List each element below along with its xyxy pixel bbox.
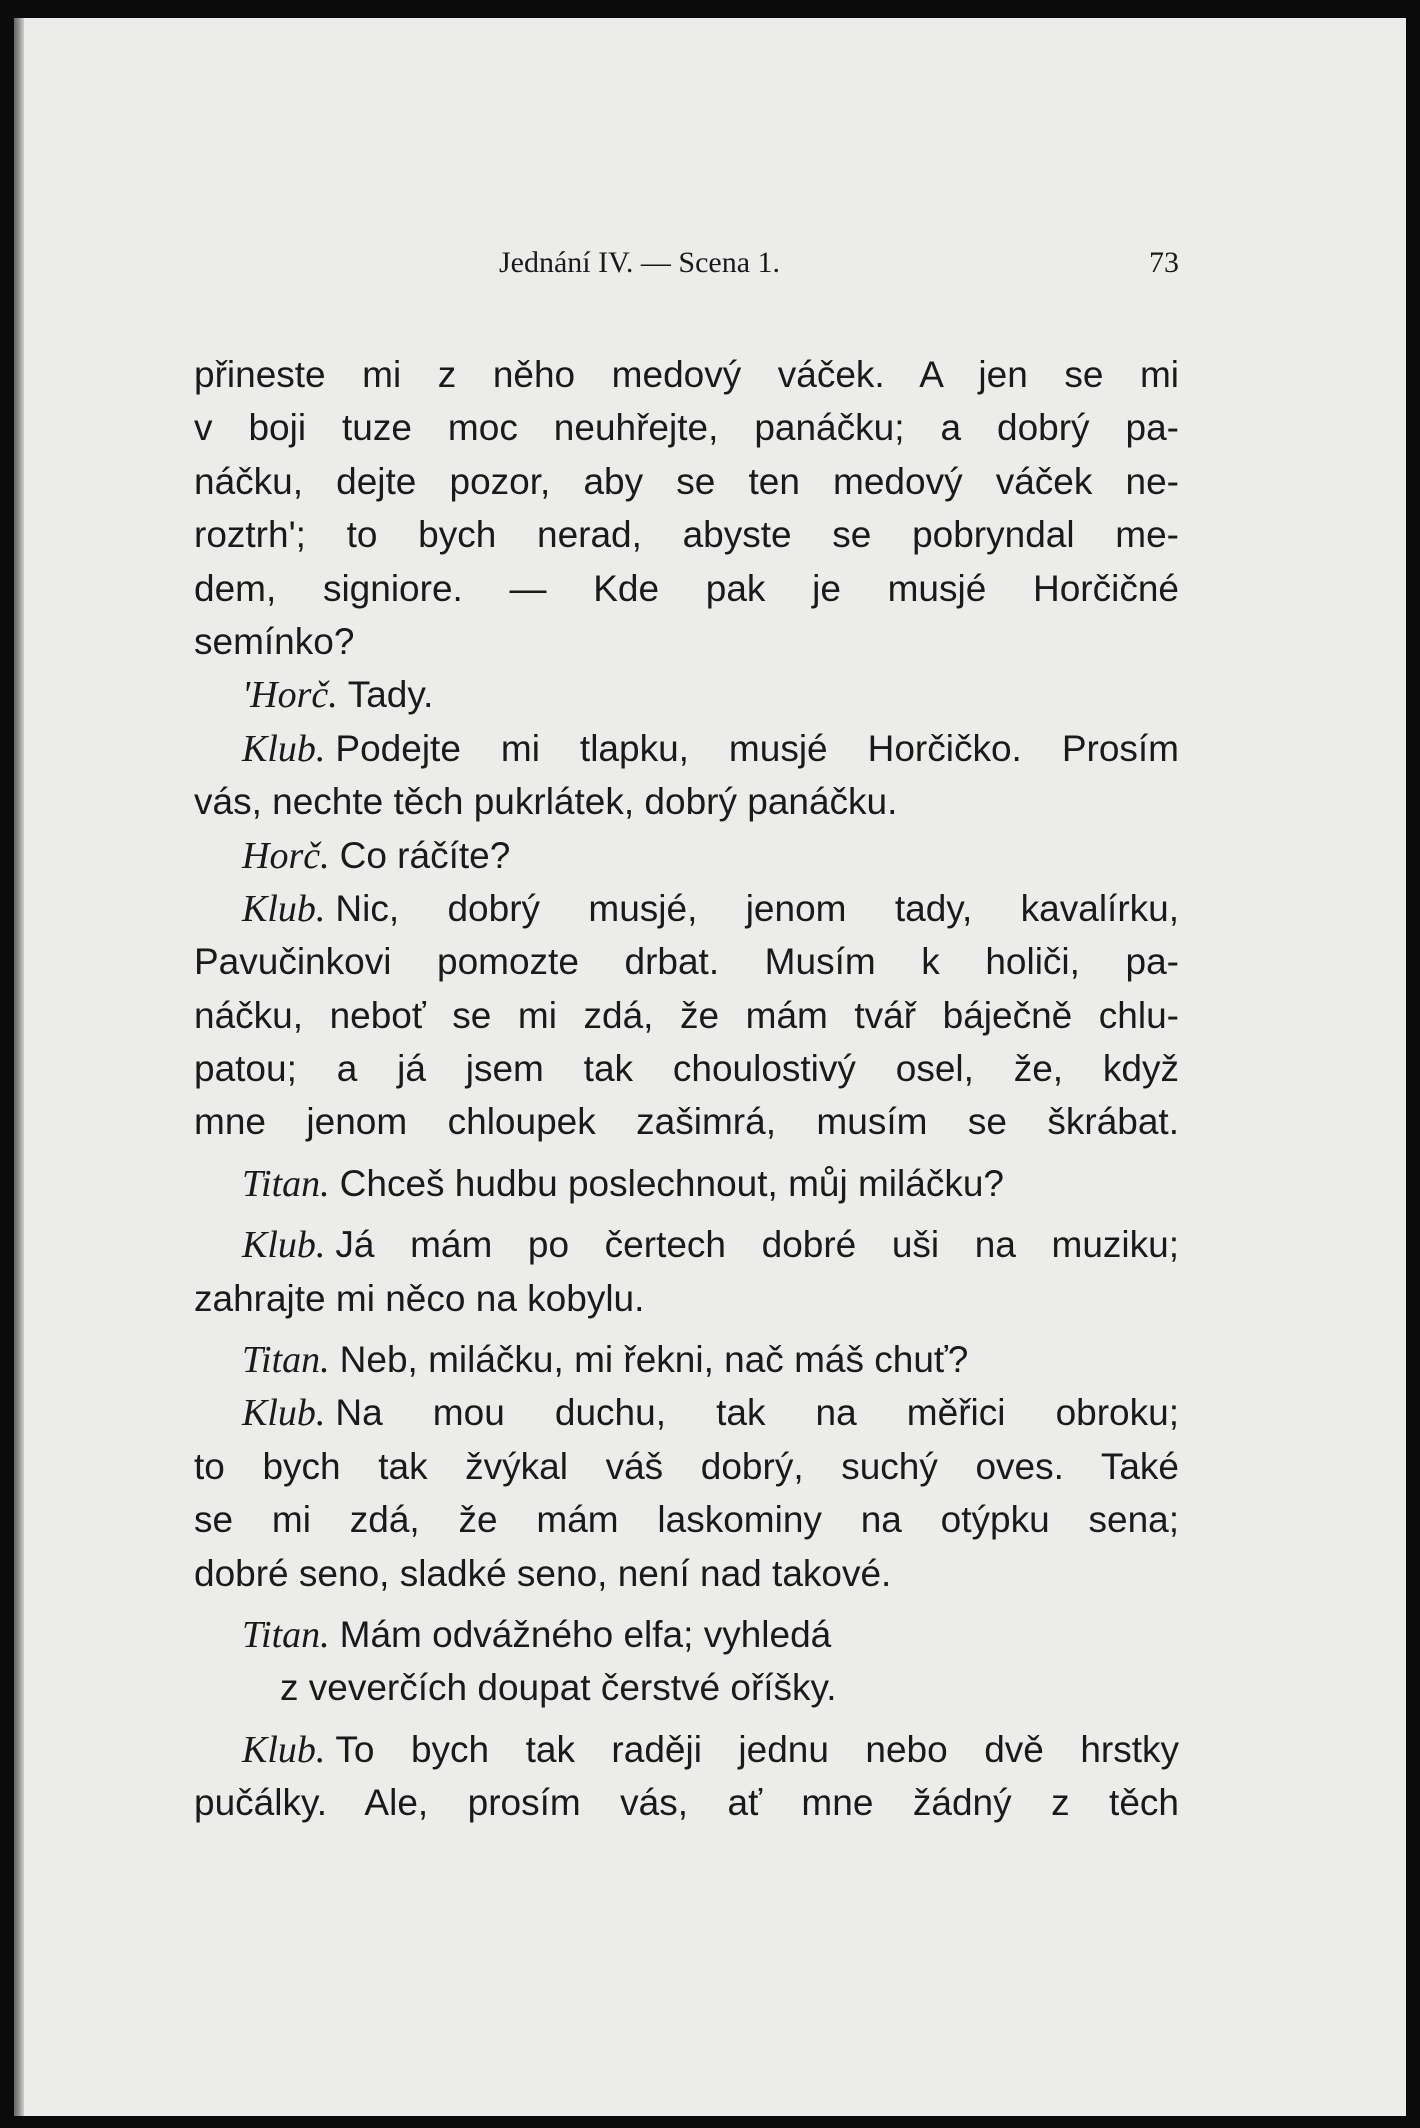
speech-text: Nic, dobrý musjé, jenom tady, kavalírku, [335,887,1179,929]
speech [194,882,1179,1149]
speech-line [194,1218,1179,1271]
text-line: semínko? [194,620,355,662]
speech-line: mne jenom chloupek zašimrá, musím se škrábat. [194,1101,1179,1143]
speech-line: zahrajte mi něco na kobylu. [194,1277,645,1319]
speech-line [194,1333,1179,1386]
speech-line: to bych tak žvýkal váš dobrý, suchý oves. Také [194,1445,1179,1487]
speech [194,829,1179,882]
speech [194,1333,1179,1386]
speech [194,1157,1179,1210]
text-line: v boji tuze moc neuhřejte, panáčku; a dobrý pa- [194,407,1179,449]
page-header [194,228,1179,288]
speaker-name: Titan. [242,1339,330,1382]
speech-line: patou; a já jsem tak choulostivý osel, že, když [194,1048,1179,1090]
speech-line: se mi zdá, že mám laskominy na otýpku sena; [194,1499,1179,1541]
speech-text: Neb, miláčku, mi řekni, nač máš chuť? [339,1339,969,1381]
text-line: roztrh'; to bych nerad, abyste se pobryndal me- [194,514,1179,556]
speech [194,668,1179,721]
speaker-name: Horč. [242,834,330,877]
spacer [194,1149,1179,1157]
book-page [14,18,1406,2116]
continuation-paragraph [194,348,1179,668]
speech-line [194,882,1179,935]
speaker-name: Klub. [242,1392,326,1435]
speech [194,1608,1179,1715]
speech-text: Chceš hudbu poslechnout, můj miláčku? [339,1162,1004,1204]
speech-text: Tady. [347,674,434,716]
spacer [194,1210,1179,1218]
speaker-name: Klub. [242,1224,326,1267]
speech [194,1723,1179,1830]
speech-text: Co ráčíte? [339,834,511,876]
speaker-name: Klub. [242,887,326,930]
speech-line [194,829,1179,882]
speech-text: Já mám po čertech dobré uši na muziku; [335,1224,1179,1266]
speech-line: náčku, neboť se mi zdá, že mám tvář báječně chlu- [194,994,1179,1036]
text-block [194,228,1179,1830]
speech [194,722,1179,829]
speech-line: dobré seno, sladké seno, není nad takové. [194,1552,892,1594]
speech-text: Mám odvážného elfa; vyhledá [339,1613,832,1655]
speaker-name: 'Horč. [242,674,338,717]
spacer [194,1325,1179,1333]
speaker-name: Klub. [242,1728,326,1771]
binding-edge [14,18,24,2116]
running-title: Jednání IV. — Scena 1. [499,246,781,279]
speech-line [194,668,1179,721]
speech-text: To bych tak raději jednu nebo dvě hrstky [335,1728,1179,1770]
text-line: náčku, dejte pozor, aby se ten medový váček ne- [194,460,1179,502]
page-number: 73 [1149,246,1179,279]
speech-line [194,1723,1179,1776]
speech [194,1218,1179,1325]
speech-line [194,1608,1179,1661]
speaker-name: Titan. [242,1162,330,1205]
speaker-name: Titan. [242,1613,330,1656]
spacer [194,1715,1179,1723]
speech-line: z veverčích doupat čerstvé oříšky. [280,1667,837,1709]
speech-line [194,1157,1179,1210]
speech-line: vás, nechte těch pukrlátek, dobrý panáčku. [194,781,898,823]
speech [194,1386,1179,1600]
speech-line: pučálky. Ale, prosím vás, ať mne žádný z těch [194,1782,1179,1824]
speech-text: Podejte mi tlapku, musjé Horčičko. Prosím [335,727,1179,769]
speech-line: Pavučinkovi pomozte drbat. Musím k holiči, pa- [194,941,1179,983]
text-line: přineste mi z něho medový váček. A jen se mi [194,354,1179,395]
speaker-name: Klub. [242,727,326,770]
text-line: dem, signiore. — Kde pak je musjé Horčičné [194,567,1179,609]
spacer [194,1600,1179,1608]
speech-text: Na mou duchu, tak na měřici obroku; [335,1392,1179,1434]
speech-line [194,722,1179,775]
speech-line [194,1386,1179,1439]
